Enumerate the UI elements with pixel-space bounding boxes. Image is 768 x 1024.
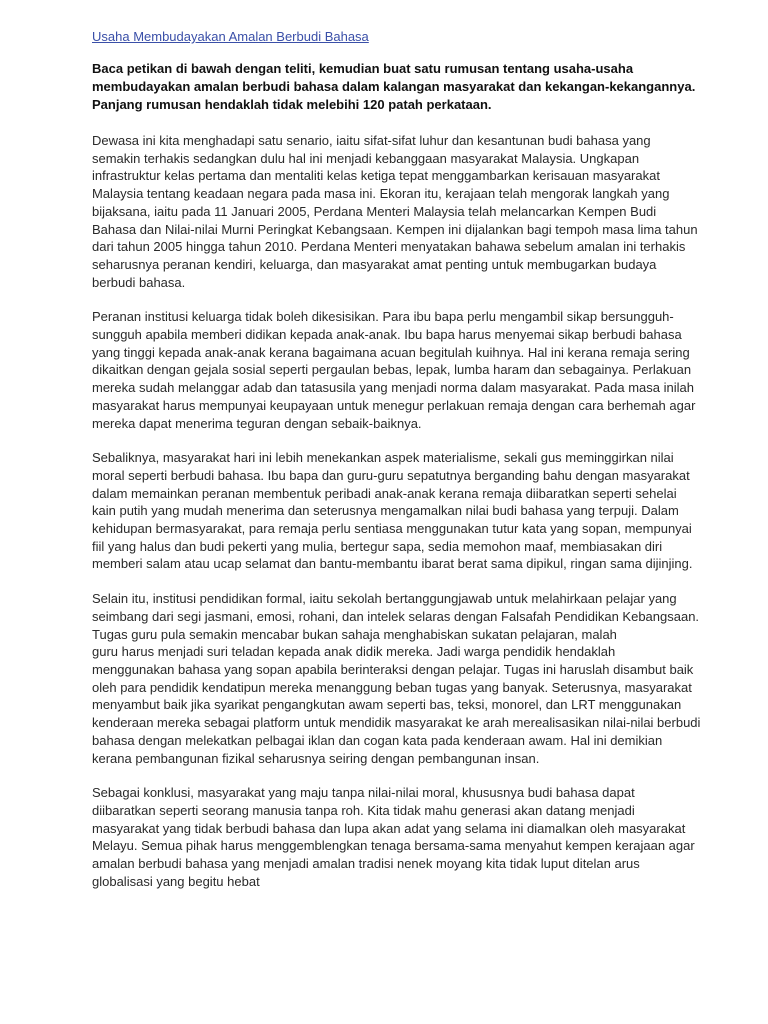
paragraph-line: masyarakat yang tidak berbudi bahasa dan lupa akan adat yang selama ini diamalkan oleh masyarakat <box>92 820 686 836</box>
paragraph-line: menyambut baik jika syarikat pengangkutan awam seperti bas, teksi, monorel, dan LRT menggunakan <box>92 697 682 713</box>
paragraph-1 <box>92 132 698 291</box>
instruction-text <box>92 60 696 114</box>
paragraph-line: bahasa dengan melekatkan pelbagai iklan dan cogan kata pada kenderaan awam. Hal ini demikian <box>92 732 663 748</box>
paragraph-line: semakin terhakis sedangkan dulu hal ini menjadi kebanggaan masyarakat Malaysia. Ungkapan <box>92 150 640 166</box>
instruction-line: membudayakan amalan berbudi bahasa dalam kalangan masyarakat dan kekangan-kekangannya. <box>92 79 696 94</box>
instruction-line: Baca petikan di bawah dengan teliti, kemudian buat satu rumusan tentang usaha-usaha <box>92 61 634 76</box>
paragraph-line: dari tahun 2005 hingga tahun 2010. Perdana Menteri menyatakan bahawa sebelum amalan ini terhakis <box>92 239 686 255</box>
paragraph-line: moral seperti berbudi bahasa. Ibu bapa dan guru-guru sepatutnya berganding bahu dengan masyarakat <box>92 467 690 483</box>
paragraph-line: memberi salam atau ucap selamat dan bantu-membantu ibarat berat sama dipikul, ringan sama dijinjing. <box>92 556 693 572</box>
paragraph-line: berbudi bahasa. <box>92 274 186 290</box>
paragraph-line: seimbang dari segi jasmani, emosi, rohani, dan intelek selaras dengan Falsafah Pendidikan Kebangsaan. <box>92 608 700 624</box>
paragraph-line: Malaysia tentang keadaan negara pada masa ini. Ekoran itu, kerajaan telah mengorak langkah yang <box>92 186 670 202</box>
article-body <box>92 132 701 890</box>
paragraph-line: yang tinggi kepada anak-anak kerana bagaimana acuan begitulah kuihnya. Hal ini kerana remaja sering <box>92 344 690 360</box>
paragraph-line: bijaksana, iaitu pada 11 Januari 2005, Perdana Menteri Malaysia telah melancarkan Kempen Budi <box>92 203 657 219</box>
paragraph-4 <box>92 590 701 767</box>
paragraph-line: Bahasa dan Nilai-nilai Murni Peringkat Kebangsaan. Kempen ini dijalankan bagi tempoh masa lima tahun <box>92 221 698 237</box>
paragraph-line: Melayu. Semua pihak harus menggemblengkan tenaga bersama-sama menyahut kempen kerajaan agar <box>92 838 695 854</box>
paragraph-line: Selain itu, institusi pendidikan formal, iaitu sekolah bertanggungjawab untuk melahirkaan pelajar yang <box>92 591 677 607</box>
paragraph-line: masyarakat harus mempunyai keupayaan untuk menegur perlakuan remaja dengan cara berhemah agar <box>92 397 696 413</box>
instruction-line: Panjang rumusan hendaklah tidak melebihi 120 patah perkataan. <box>92 97 492 112</box>
paragraph-line: globalisasi yang begitu hebat <box>92 873 260 889</box>
paragraph-line: dalam memainkan peranan membentuk peribadi anak-anak kerana remaja diibaratkan seperti sehelai <box>92 485 677 501</box>
paragraph-line: mereka dapat menerima teguran dengan sebaik-baiknya. <box>92 415 422 431</box>
paragraph-line: Tugas guru pula semakin mencabar bukan sahaja menghabiskan sukatan pelajaran, malah <box>92 626 617 642</box>
document-page <box>92 28 701 907</box>
paragraph-line: seharusnya peranan kendiri, keluarga, dan masyarakat amat penting untuk membugarkan budaya <box>92 256 657 272</box>
paragraph-line: mereka sudah melanggar adab dan tatasusila yang menjadi norma dalam masyarakat. Pada masa inilah <box>92 380 694 396</box>
paragraph-line: guru harus menjadi suri teladan kepada anak didik mereka. Jadi warga pendidik hendaklah <box>92 644 616 660</box>
paragraph-line: Sebagai konklusi, masyarakat yang maju tanpa nilai-nilai moral, khususnya budi bahasa dapat <box>92 785 635 801</box>
paragraph-3 <box>92 449 692 573</box>
paragraph-line: Sebaliknya, masyarakat hari ini lebih menekankan aspek materialisme, sekali gus meminggirkan nilai <box>92 450 674 466</box>
paragraph-line: Dewasa ini kita menghadapi satu senario, iaitu sifat-sifat luhur dan kesantunan budi bahasa yang <box>92 133 651 148</box>
paragraph-line: kain putih yang mudah menerima dan seterusnya mengamalkan nilai budi bahasa yang terpuji. Dalam <box>92 503 679 519</box>
paragraph-line: kerana pembangunan fizikal seharusnya seiring dengan pembangunan insan. <box>92 750 540 766</box>
paragraph-line: Peranan institusi keluarga tidak boleh dikesisikan. Para ibu bapa perlu mengambil sikap bersungguh- <box>92 309 674 325</box>
paragraph-2 <box>92 308 696 432</box>
paragraph-line: dikaitkan dengan gejala sosial seperti pergaulan bebas, lepak, lumba haram dan sebagainya. Perlakuan <box>92 362 692 378</box>
paragraph-line: menggunakan bahasa yang sopan apabila berinteraksi dengan pelajar. Tugas ini haruslah disambut baik <box>92 661 694 677</box>
paragraph-line: infrastruktur kelas pertama dan mentaliti kelas ketiga tepat menggambarkan kerisauan masyarakat <box>92 168 660 184</box>
paragraph-5 <box>92 784 695 890</box>
paragraph-line: kenderaan mereka sebagai platform untuk mendidik masyarakat ke arah merealisasikan nilai-nilai berbudi <box>92 715 701 731</box>
paragraph-line: fiil yang halus dan budi pekerti yang mulia, bertegur sapa, sedia memohon maaf, membiasakan diri <box>92 538 663 554</box>
paragraph-line: amalan berbudi bahasa yang menjadi amalan tradisi nenek moyang kita tidak luput ditelan arus <box>92 856 640 872</box>
paragraph-line: sungguh apabila memberi didikan kepada anak-anak. Ibu bapa harus menyemai sikap berbudi bahasa <box>92 327 682 343</box>
document-title-link[interactable]: Usaha Membudayakan Amalan Berbudi Bahasa <box>92 29 369 44</box>
paragraph-line: diibaratkan seperti seorang manusia tanpa roh. Kita tidak mahu generasi akan datang menjadi <box>92 802 635 818</box>
paragraph-line: kehidupan bermasyarakat, para remaja perlu sentiasa menggunakan tutur kata yang sopan, mempunyai <box>92 521 692 537</box>
paragraph-line: oleh para pendidik kendatipun mereka menanggung beban tugas yang banyak. Seterusnya, masyarakat <box>92 679 692 695</box>
